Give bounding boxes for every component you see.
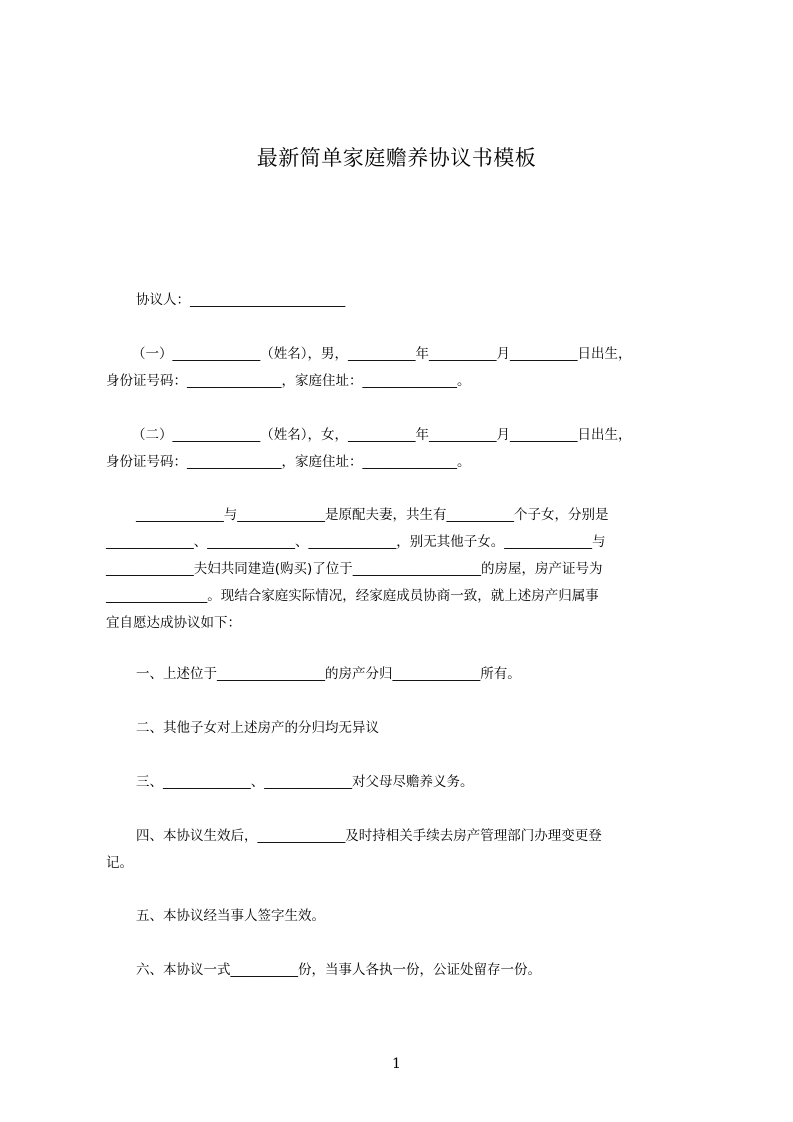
parties-label: 协议人：_______________________ — [136, 292, 346, 308]
clause-four-line-1: 四、本协议生效后，_____________及时持相关手续去房产管理部门办理变更登 — [136, 828, 602, 844]
background-line-4: _______________。现结合家庭实际情况，经家庭成员协商一致，就上述房产归属事 — [106, 588, 599, 604]
clause-six: 六、本协议一式__________份，当事人各执一份，公证处留存一份。 — [136, 962, 541, 978]
clause-three: 三、_____________、_____________对父母尽赡养义务。 — [136, 774, 474, 790]
document-title: 最新简单家庭赡养协议书模板 — [256, 146, 537, 170]
party-one-line-2: 身份证号码：______________，家庭住址：______________。 — [106, 373, 471, 389]
page-number: 1 — [392, 1056, 401, 1072]
clause-four-line-2: 记。 — [106, 855, 133, 871]
clause-two: 二、其他子女对上述房产的分归均无异议 — [136, 720, 379, 736]
background-line-3: _____________夫妇共同建造(购买)了位于___________________的房屋，房产证号为 — [106, 561, 603, 577]
background-line-1: _____________与_____________是原配夫妻，共生有__________个子女，分别是 — [136, 507, 609, 523]
background-line-5: 宜自愿达成协议如下： — [106, 615, 241, 631]
clause-one: 一、上述位于________________的房产分归_____________所有。 — [136, 666, 521, 682]
background-line-2: _____________、_____________、_____________，别无其他子女。_____________与 — [106, 534, 606, 550]
clause-five: 五、本协议经当事人签字生效。 — [136, 908, 325, 924]
party-two-line-1: （二）_____________（姓名），女，__________年__________月__________日出生， — [132, 427, 632, 443]
party-one-line-1: （一）_____________（姓名），男，__________年__________月__________日出生， — [132, 346, 632, 362]
party-two-line-2: 身份证号码：______________，家庭住址：______________。 — [106, 454, 471, 470]
